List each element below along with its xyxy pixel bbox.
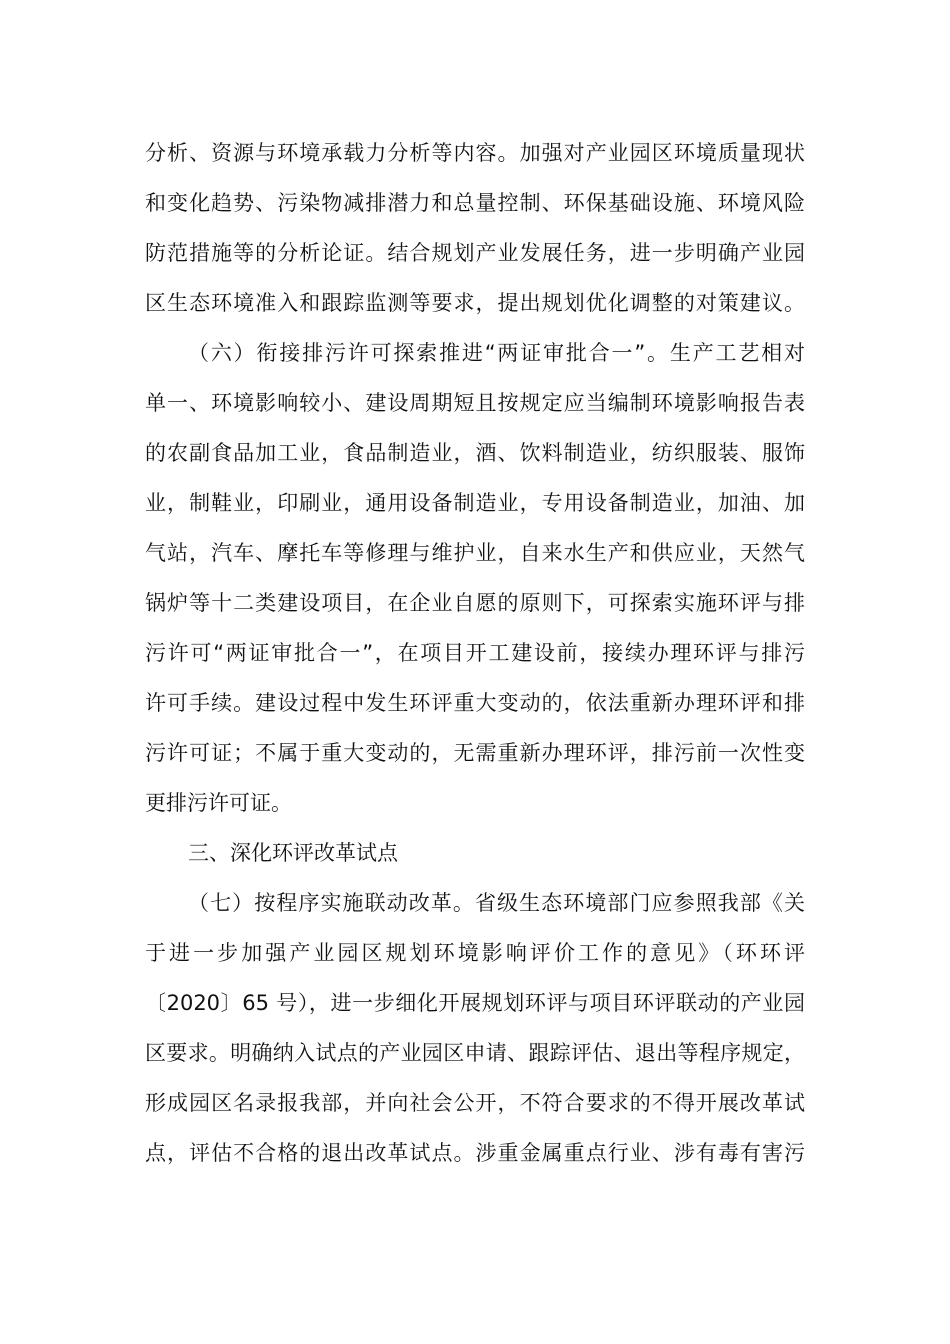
text-line: 业，制鞋业，印刷业，通用设备制造业，专用设备制造业，加油、加 bbox=[145, 491, 805, 515]
text-line: 分析、资源与环境承载力分析等内容。加强对产业园区环境质量现状 bbox=[145, 141, 805, 165]
section-heading-3: 三、深化环评改革试点 bbox=[188, 841, 398, 865]
text-line: 防范措施等的分析论证。结合规划产业发展任务，进一步明确产业园 bbox=[145, 241, 805, 265]
text-line: 污许可证；不属于重大变动的，无需重新办理环评，排污前一次性变 bbox=[145, 741, 805, 765]
text-line: 形成园区名录报我部，并向社会公开，不符合要求的不得开展改革试 bbox=[145, 1091, 805, 1115]
text-line: 污许可“两证审批合一”，在项目开工建设前，接续办理环评与排污 bbox=[145, 641, 805, 665]
text-line: 区要求。明确纳入试点的产业园区申请、跟踪评估、退出等程序规定， bbox=[145, 1041, 805, 1065]
text-line: 单一、环境影响较小、建设周期短且按规定应当编制环境影响报告表 bbox=[145, 391, 805, 415]
text-line: 〔2020〕65 号），进一步细化开展规划环评与项目环评联动的产业园 bbox=[145, 991, 805, 1015]
text-line: 的农副食品加工业，食品制造业，酒、饮料制造业，纺织服装、服饰 bbox=[145, 441, 805, 465]
section-heading-7: （七）按程序实施联动改革。省级生态环境部门应参照我部《关 bbox=[188, 891, 805, 915]
text-line: 许可手续。建设过程中发生环评重大变动的，依法重新办理环评和排 bbox=[145, 691, 805, 715]
text-line: 于进一步加强产业园区规划环境影响评价工作的意见》（环环评 bbox=[145, 941, 805, 965]
text-line: 点，评估不合格的退出改革试点。涉重金属重点行业、涉有毒有害污 bbox=[145, 1141, 805, 1165]
text-line: 更排污许可证。 bbox=[145, 791, 292, 815]
body-text bbox=[145, 128, 805, 1178]
text-line: 气站，汽车、摩托车等修理与维护业，自来水生产和供应业，天然气 bbox=[145, 541, 805, 565]
text-line: 和变化趋势、污染物减排潜力和总量控制、环保基础设施、环境风险 bbox=[145, 191, 805, 215]
text-line: 锅炉等十二类建设项目，在企业自愿的原则下，可探索实施环评与排 bbox=[145, 591, 805, 615]
text-line: 区生态环境准入和跟踪监测等要求，提出规划优化调整的对策建议。 bbox=[145, 291, 805, 315]
section-heading-6: （六）衔接排污许可探索推进“两证审批合一”。生产工艺相对 bbox=[188, 341, 805, 365]
